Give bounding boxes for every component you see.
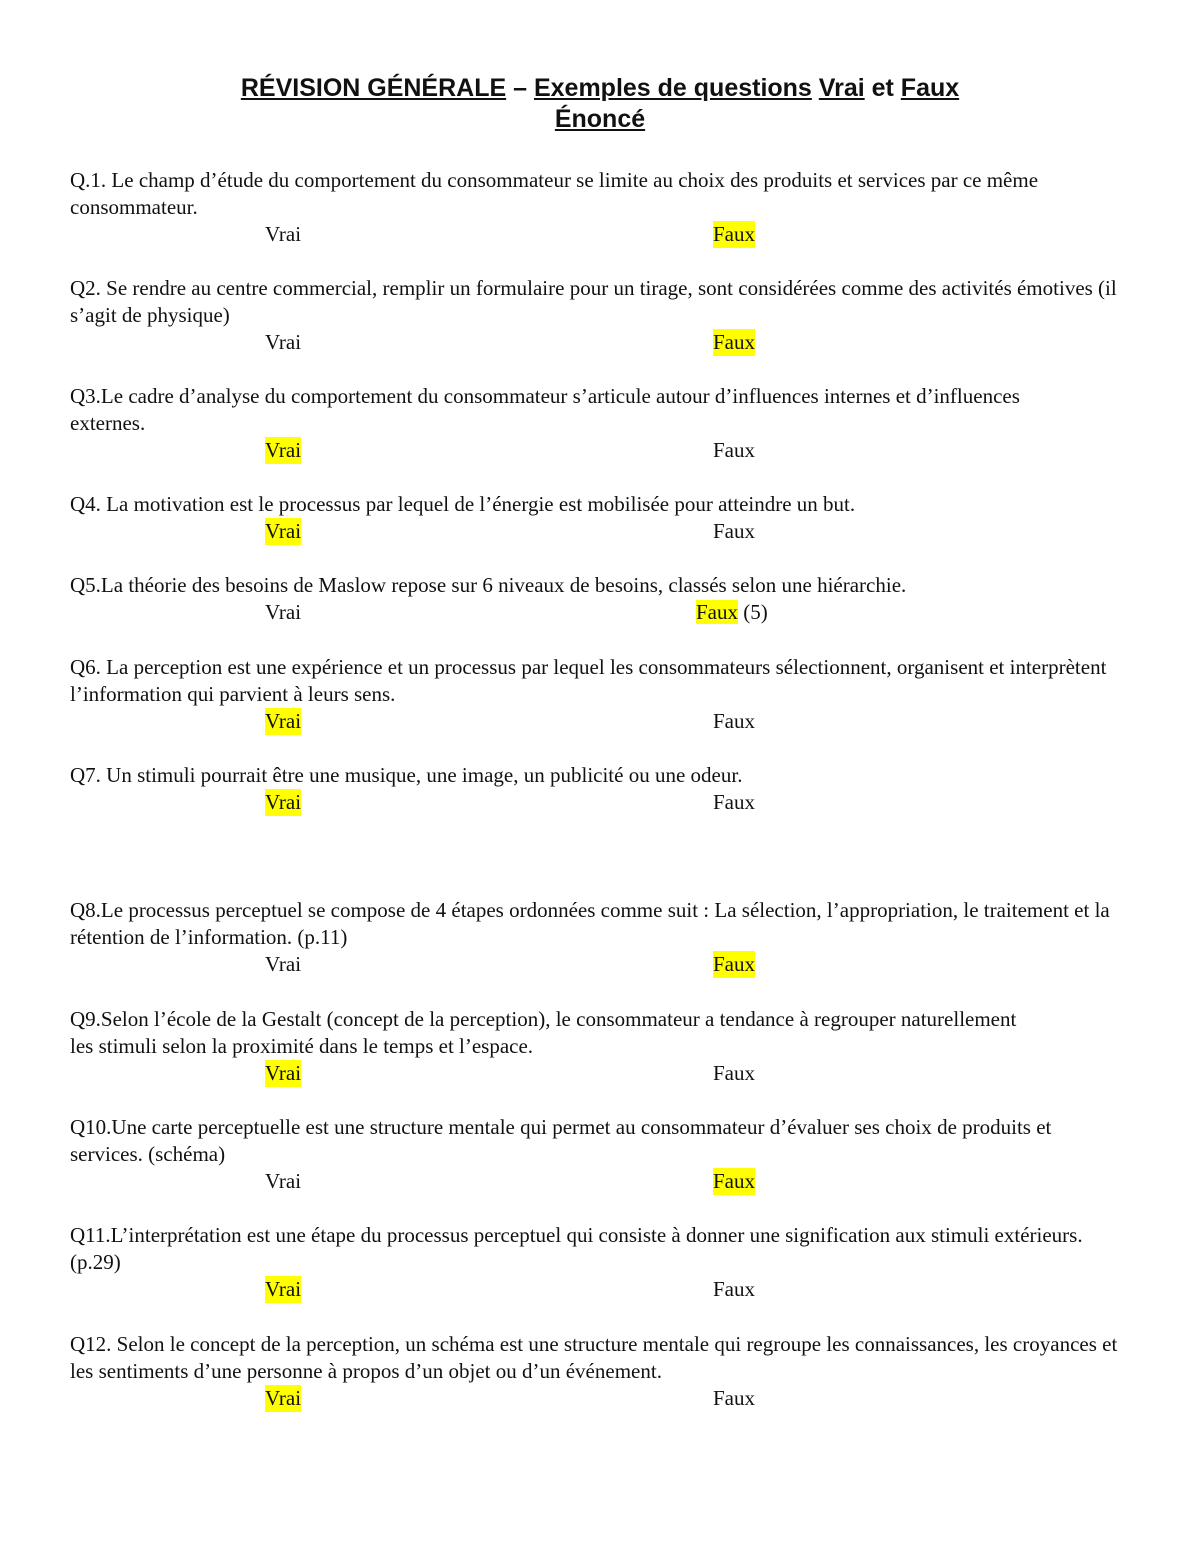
question-4-faux: Faux [713, 519, 755, 543]
question-6-faux: Faux [713, 709, 755, 733]
question-12-text: Q12. Selon le concept de la perception, un schéma est une structure mentale qui regroupe les connaissances, les croyances et les sentiments d’une personne à propos d’un objet ou d’un événement. [70, 1332, 1118, 1383]
question-5-faux-group [696, 599, 768, 626]
question-8-faux-answer: Faux [713, 952, 755, 976]
question-8-vrai: Vrai [265, 952, 302, 976]
question-10-faux-answer: Faux [713, 1169, 755, 1193]
question-4-vrai-answer: Vrai [265, 519, 302, 543]
question-3-vrai-answer: Vrai [265, 438, 302, 462]
question-6-vrai-answer: Vrai [265, 709, 302, 733]
question-5-note: (5) [738, 600, 768, 624]
question-8-text: Q8.Le processus perceptuel se compose de 4 étapes ordonnées comme suit : La sélection, l’appropriation, le traitement et la rétention de l’information. (p.11) [70, 898, 1110, 949]
question-11-vrai-answer: Vrai [265, 1277, 302, 1301]
question-2-vrai: Vrai [265, 330, 302, 354]
question-6-text: Q6. La perception est une expérience et un processus par lequel les consommateurs sélectionnent, organisent et interprètent l’information qui parvient à leurs sens. [70, 655, 1107, 706]
title-examples: Exemples de questions [533, 74, 812, 102]
question-5-vrai: Vrai [265, 600, 302, 624]
question-5-faux-answer: Faux [696, 600, 738, 624]
document-title [0, 73, 1200, 103]
question-2-faux-answer: Faux [713, 330, 755, 354]
question-1-vrai: Vrai [265, 222, 302, 246]
question-7-faux: Faux [713, 790, 755, 814]
question-1-text: Q.1. Le champ d’étude du comportement du consommateur se limite au choix des produits et services par ce même consommateur. [70, 168, 1039, 219]
question-10-text: Q10.Une carte perceptuelle est une structure mentale qui permet au consommateur d’évaluer ses choix de produits et services. (schéma) [70, 1115, 1052, 1166]
question-9-text: Q9.Selon l’école de la Gestalt (concept de la perception), le consommateur a tendance à regrouper naturellement les stimuli selon la proximité dans le temps et l’espace. [70, 1007, 1017, 1058]
title-space [812, 74, 819, 102]
question-12-faux: Faux [713, 1386, 755, 1410]
question-5-text: Q5.La théorie des besoins de Maslow repose sur 6 niveaux de besoins, classés selon une hiérarchie. [70, 573, 907, 597]
document-subtitle: Énoncé [554, 105, 646, 133]
question-7-vrai-answer: Vrai [265, 790, 302, 814]
question-2-text: Q2. Se rendre au centre commercial, remplir un formulaire pour un tirage, sont considérées comme des activités émotives (il s’agit de physique) [70, 276, 1117, 327]
question-11-text: Q11.L’interprétation est une étape du processus perceptuel qui consiste à donner une signification aux stimuli extérieurs. (p.29) [70, 1223, 1083, 1274]
question-12-vrai-answer: Vrai [265, 1386, 302, 1410]
question-9-vrai-answer: Vrai [265, 1061, 302, 1085]
question-3-text: Q3.Le cadre d’analyse du comportement du consommateur s’articule autour d’influences internes et d’influences externes. [70, 384, 1020, 435]
question-9-faux: Faux [713, 1061, 755, 1085]
question-11-faux: Faux [713, 1277, 755, 1301]
title-et: et [864, 74, 901, 102]
title-dash: – [506, 74, 534, 102]
title-vrai: Vrai [818, 74, 865, 102]
title-revision: RÉVISION GÉNÉRALE [240, 74, 507, 102]
question-3-faux: Faux [713, 438, 755, 462]
question-10-vrai: Vrai [265, 1169, 302, 1193]
title-faux: Faux [900, 74, 960, 102]
question-4-text: Q4. La motivation est le processus par lequel de l’énergie est mobilisée pour atteindre un but. [70, 492, 856, 516]
question-7-text: Q7. Un stimuli pourrait être une musique, une image, un publicité ou une odeur. [70, 763, 743, 787]
question-1-faux-answer: Faux [713, 222, 755, 246]
